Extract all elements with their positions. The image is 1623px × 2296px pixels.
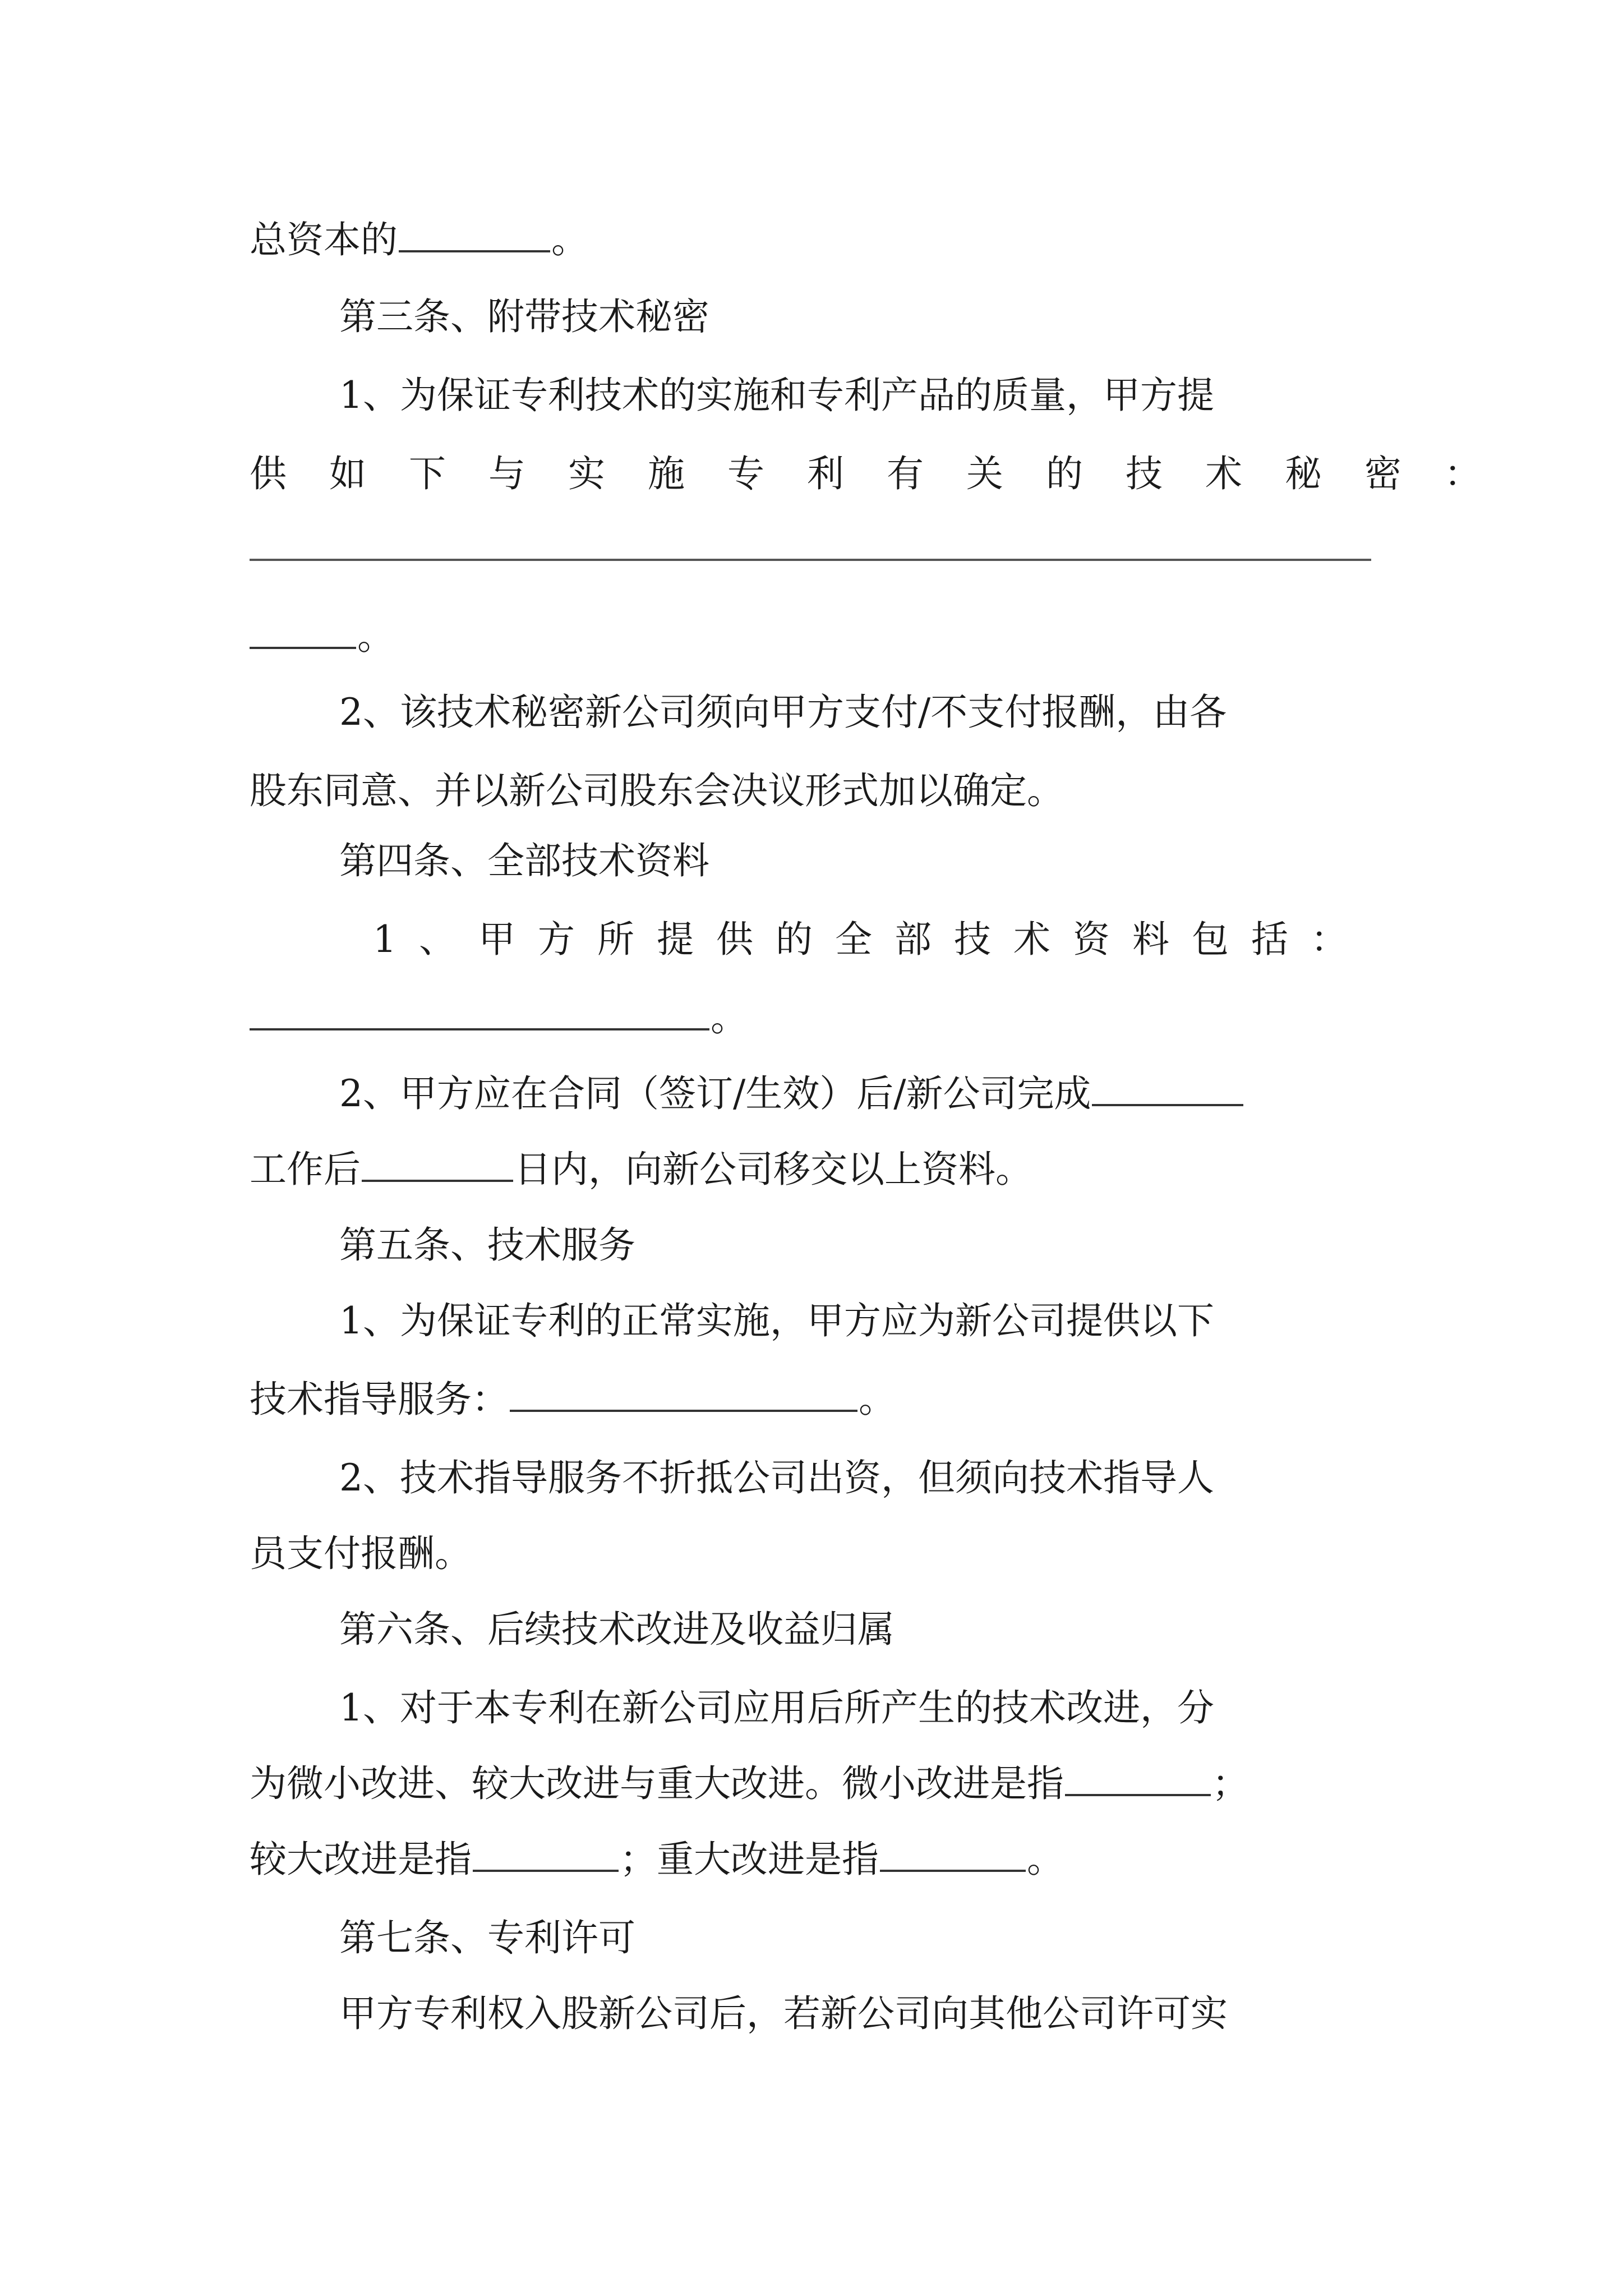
paragraph-text: 1、为保证专利技术的实施和专利产品的质量，甲方提 (339, 374, 1214, 417)
text-segment: ；重大改进是指 (620, 1838, 879, 1881)
fill-in-blank (1065, 1761, 1211, 1796)
paragraph-text: 1、对于本专利在新公司应用后所产生的技术改进，分 (339, 1686, 1214, 1729)
text-segment: 2、甲方应在合同（签订/生效）后/新公司完成 (339, 1072, 1091, 1115)
fill-in-blank (473, 1837, 619, 1872)
text-segment: 总资本的 (250, 218, 398, 261)
text-segment: 较大改进是指 (250, 1838, 472, 1881)
article-heading-3 (339, 295, 709, 339)
heading-text: 第四条、全部技术资料 (339, 839, 709, 882)
fill-in-blank (1092, 1071, 1243, 1106)
paragraph-text: 员支付报酬。 (250, 1532, 472, 1575)
heading-text: 第六条、后续技术改进及收益归属 (339, 1608, 895, 1651)
paragraph-line (250, 1761, 1249, 1806)
paragraph-line (339, 690, 1227, 735)
heading-text: 第三条、附带技术秘密 (339, 295, 709, 338)
paragraph-line (339, 1991, 1228, 2036)
paragraph-line (250, 452, 1524, 496)
text-segment: 工作后 (250, 1148, 361, 1191)
paragraph-text: 1、甲方所提供的全部技术资料包括： (373, 918, 1370, 961)
paragraph-text: 供如下与实施专利有关的技术秘密： (250, 452, 1524, 495)
paragraph-line (250, 1377, 896, 1422)
fill-in-blank (362, 1147, 513, 1182)
paragraph-text: 股东同意、并以新公司股东会决议形式加以确定。 (250, 769, 1064, 812)
fill-in-blank (510, 1377, 857, 1412)
paragraph-line (250, 996, 748, 1041)
paragraph-line (339, 1071, 1244, 1116)
paragraph-line (250, 1837, 1064, 1882)
article-heading-7 (339, 1916, 635, 1961)
text-segment: 。 (711, 996, 748, 1039)
text-segment: 技术指导服务： (250, 1378, 509, 1421)
paragraph-text: 1、为保证专利的正常实施，甲方应为新公司提供以下 (339, 1299, 1214, 1342)
article-heading-6 (339, 1607, 895, 1652)
heading-text: 第五条、技术服务 (339, 1223, 635, 1267)
article-heading-5 (339, 1223, 635, 1268)
paragraph-line (250, 614, 394, 659)
paragraph-text: 2、技术指导服务不折抵公司出资，但须向技术指导人 (339, 1456, 1214, 1499)
paragraph-line (339, 373, 1214, 418)
paragraph-line (339, 1456, 1214, 1501)
paragraph-line (250, 1147, 1032, 1192)
fill-in-blank (399, 218, 550, 252)
paragraph-line (250, 1531, 472, 1576)
fill-in-blank (880, 1837, 1026, 1872)
paragraph-text: 2、该技术秘密新公司须向甲方支付/不支付报酬，由各 (339, 691, 1227, 734)
text-segment: 。 (859, 1378, 896, 1421)
heading-text: 第七条、专利许可 (339, 1916, 635, 1959)
paragraph-line (373, 917, 1370, 962)
text-segment: 日内，向新公司移交以上资料。 (514, 1148, 1032, 1191)
paragraph-line (250, 769, 1064, 813)
fill-in-blank (250, 996, 709, 1030)
fill-in-blank (250, 614, 356, 649)
long-blank-rule (250, 559, 1371, 561)
text-segment: 为微小改进、较大改进与重大改进。微小改进是指 (250, 1762, 1064, 1805)
text-segment: 。 (551, 218, 588, 261)
article-heading-4 (339, 839, 709, 884)
paragraph-line (339, 1686, 1214, 1731)
text-segment: ； (1212, 1762, 1249, 1805)
text-segment: 。 (1027, 1838, 1064, 1881)
paragraph-text: 甲方专利权入股新公司后，若新公司向其他公司许可实 (339, 1992, 1228, 2035)
paragraph-line (339, 1299, 1214, 1343)
text-line-capital (250, 218, 588, 263)
text-segment: 。 (357, 615, 394, 658)
